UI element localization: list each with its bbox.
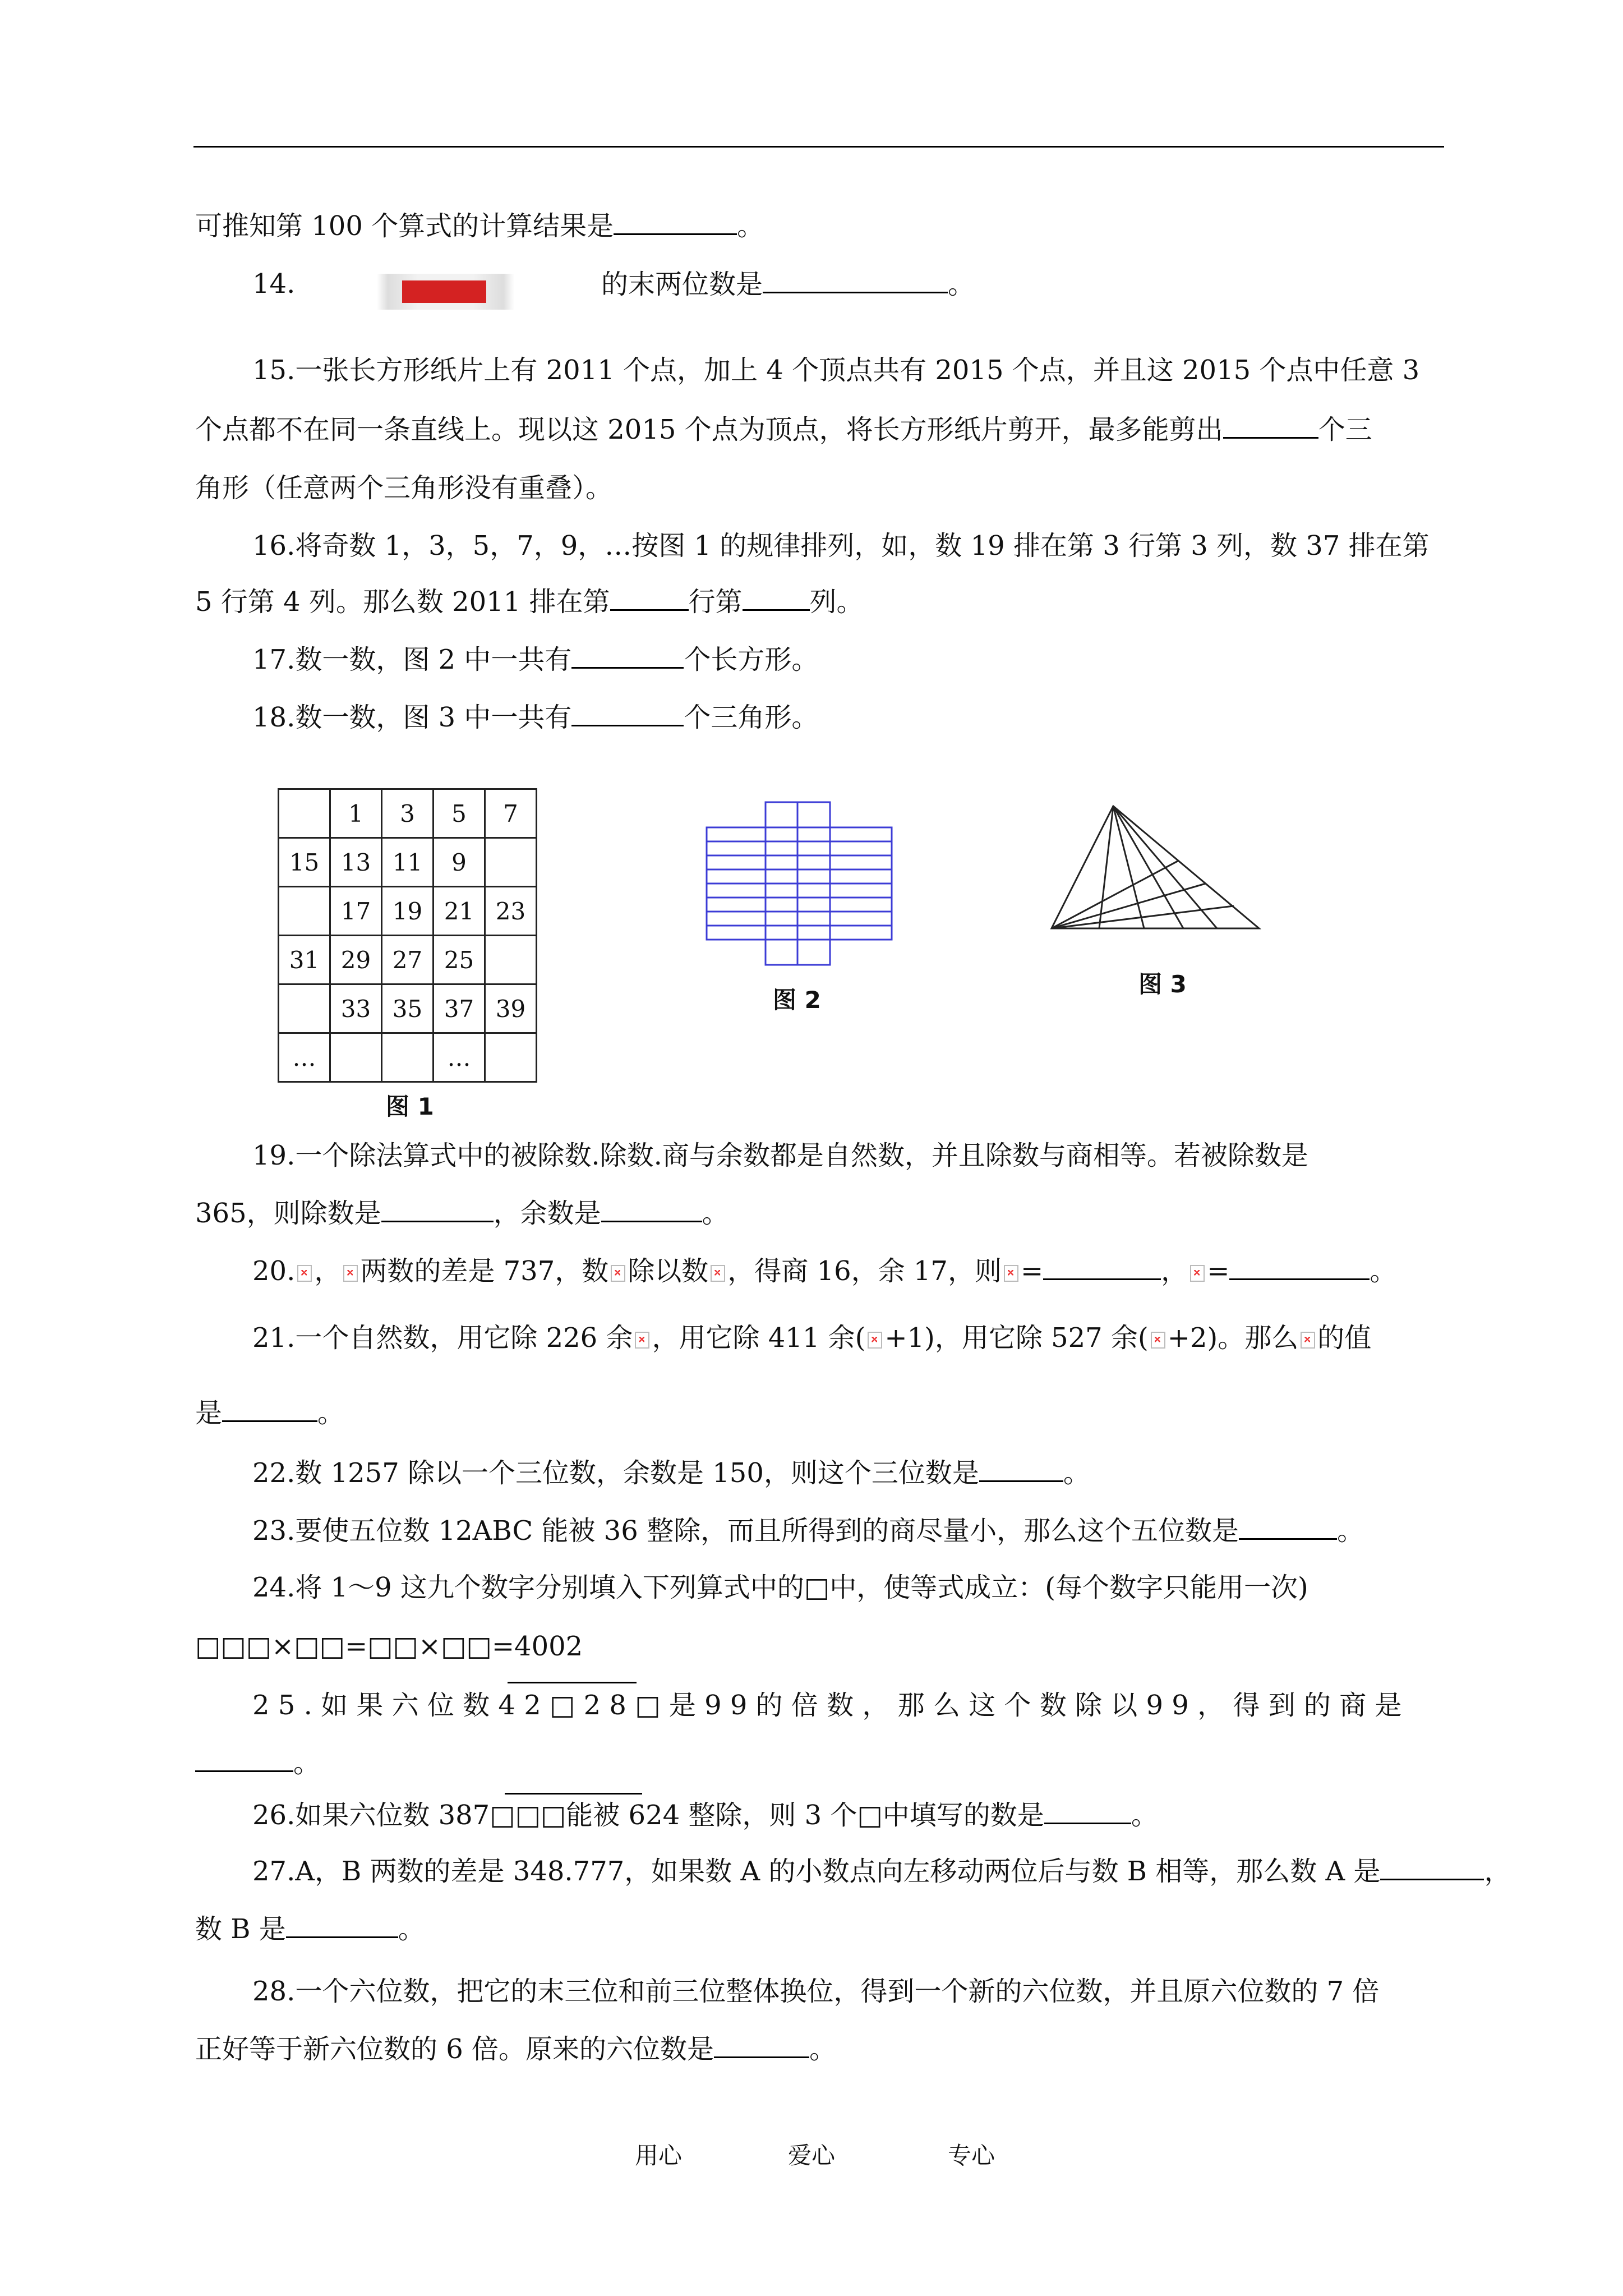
- q13-continuation: 可推知第 100 个算式的计算结果是 。: [195, 209, 764, 243]
- q19-line2: 365，则除数是 ，余数是 。: [195, 1196, 729, 1230]
- q27-line2: 数 B 是 。: [195, 1912, 425, 1946]
- table-cell: 7: [485, 789, 537, 838]
- broken-image-icon: [343, 1265, 358, 1282]
- table-cell: 11: [382, 838, 434, 887]
- table-cell: [485, 1033, 537, 1082]
- q15-line2: 个点都不在同一条直线上。现以这 2015 个点为顶点，将长方形纸片剪开，最多能剪出 个三: [195, 412, 1372, 447]
- answer-blank: [1239, 1513, 1337, 1540]
- table-cell: [485, 936, 537, 984]
- broken-image-icon: [611, 1265, 625, 1282]
- q21-line1: 21.一个自然数，用它除 226 余 ，用它除 411 余( +1)，用它除 527 余( +2)。那么 的值: [252, 1322, 1372, 1354]
- table-cell: 27: [382, 936, 434, 984]
- q27-line1: 27.A，B 两数的差是 348.777，如果数 A 的小数点向左移动两位后与数 B 相等，那么数 A 是 ，: [252, 1854, 1511, 1888]
- q18: 18.数一数，图 3 中一共有 个三角形。: [252, 700, 818, 734]
- q17: 17.数一数，图 2 中一共有 个长方形。: [252, 642, 818, 677]
- table-cell: …: [279, 1033, 330, 1082]
- table-cell: [279, 887, 330, 936]
- answer-blank: [601, 1196, 702, 1222]
- q20: 20. ， 两数的差是 737，数 除以数 ，得商 16，余 17，则 = ， = 。: [252, 1254, 1396, 1288]
- broken-image-icon: [377, 274, 514, 310]
- table-row: [279, 1033, 537, 1082]
- table-row: [279, 789, 537, 838]
- q25-line1: 2 5 . 如 果 六 位 数 4 2 □ 2 8 □ 是 9 9 的 倍 数 ， 那 么 这 个 数 除 以 9 9 ， 得 到 的 商 是: [252, 1690, 1402, 1721]
- figure2-caption: 图 2: [773, 986, 821, 1014]
- broken-image-icon: [1151, 1332, 1165, 1349]
- table-cell: [330, 1033, 382, 1082]
- table-cell: 37: [434, 984, 485, 1033]
- q14-text: 的末两位数是 。: [601, 267, 975, 301]
- table-row: [279, 936, 537, 984]
- table-row: [279, 838, 537, 887]
- table-cell: 3: [382, 789, 434, 838]
- answer-blank: [714, 2032, 809, 2058]
- answer-blank: [1380, 1854, 1484, 1880]
- number-overline: [505, 1793, 642, 1795]
- q21-line2: 是 。: [195, 1396, 344, 1430]
- table-cell: [279, 984, 330, 1033]
- table-cell: 23: [485, 887, 537, 936]
- q19-line1: 19.一个除法算式中的被除数.除数.商与余数都是自然数，并且除数与商相等。若被除数是: [252, 1140, 1308, 1171]
- table-cell: 31: [279, 936, 330, 984]
- q28-line2: 正好等于新六位数的 6 倍。原来的六位数是 。: [195, 2032, 836, 2066]
- table-cell: 21: [434, 887, 485, 936]
- q24-line1: 24.将 1～9 这九个数字分别填入下列算式中的□中，使等式成立：(每个数字只能用一次): [252, 1572, 1308, 1603]
- table-cell: 19: [382, 887, 434, 936]
- broken-image-icon: [635, 1332, 649, 1349]
- table-cell: 9: [434, 838, 485, 887]
- q16-line1: 16.将奇数 1，3，5，7，9，…按图 1 的规律排列，如，数 19 排在第 3 行第 3 列，数 37 排在第: [252, 530, 1430, 562]
- q26: 26.如果六位数 387□□□能被 624 整除，则 3 个□中填写的数是 。: [252, 1798, 1158, 1832]
- q22: 22.数 1257 除以一个三位数，余数是 150，则这个三位数是 。: [252, 1456, 1090, 1490]
- broken-image-icon: [868, 1332, 882, 1349]
- table-cell: [279, 789, 330, 838]
- table-cell: 1: [330, 789, 382, 838]
- table-row: [279, 984, 537, 1033]
- q15-line3: 角形（任意两个三角形没有重叠）。: [195, 472, 613, 504]
- table-cell: 13: [330, 838, 382, 887]
- footer-text-1: 用心: [635, 2142, 683, 2169]
- answer-blank: [979, 1456, 1063, 1482]
- answer-blank: [571, 700, 684, 726]
- broken-image-icon: [1301, 1332, 1315, 1349]
- broken-image-icon: [1004, 1265, 1018, 1282]
- broken-image-icon: [297, 1265, 312, 1282]
- table-cell: 17: [330, 887, 382, 936]
- broken-image-icon: [1190, 1265, 1205, 1282]
- figure1-caption: 图 1: [386, 1093, 434, 1120]
- answer-blank: [763, 267, 948, 293]
- figure3-triangles: [1049, 799, 1262, 934]
- q28-line1: 28.一个六位数，把它的末三位和前三位整体换位，得到一个新的六位数，并且原六位数的 7 倍: [252, 1976, 1380, 2007]
- number-overline: [508, 1682, 637, 1683]
- answer-blank: [743, 585, 810, 611]
- figure3-caption: 图 3: [1138, 970, 1187, 998]
- answer-blank: [1223, 412, 1318, 439]
- table-cell: [485, 838, 537, 887]
- q14-number: 14.: [252, 268, 296, 300]
- q25-line2: 。: [195, 1746, 320, 1780]
- q15-line1: 15.一张长方形纸片上有 2011 个点，加上 4 个顶点共有 2015 个点，并且这 2015 个点中任意 3: [252, 355, 1420, 386]
- answer-blank: [1229, 1254, 1370, 1280]
- table-cell: [382, 1033, 434, 1082]
- answer-blank: [571, 642, 684, 669]
- answer-blank: [1043, 1254, 1161, 1280]
- table-cell: 39: [485, 984, 537, 1033]
- table-cell: 35: [382, 984, 434, 1033]
- table-cell: 29: [330, 936, 382, 984]
- answer-blank: [286, 1912, 398, 1938]
- q16-line2: 5 行第 4 列。那么数 2011 排在第 行第 列。: [195, 585, 864, 619]
- footer-text-3: 专心: [948, 2142, 995, 2169]
- table-cell: 25: [434, 936, 485, 984]
- answer-blank: [222, 1396, 317, 1422]
- table-cell: …: [434, 1033, 485, 1082]
- q23: 23.要使五位数 12ABC 能被 36 整除，而且所得到的商尽量小，那么这个五位数是 。: [252, 1513, 1364, 1548]
- broken-image-icon: [711, 1265, 725, 1282]
- figure1-table: [278, 788, 537, 1083]
- footer-text-2: 爱心: [788, 2142, 836, 2169]
- table-row: [279, 887, 537, 936]
- answer-blank: [1044, 1798, 1131, 1824]
- q24-line2: □□□×□□=□□×□□=4002: [195, 1631, 583, 1662]
- table-cell: 15: [279, 838, 330, 887]
- answer-blank: [381, 1196, 494, 1222]
- answer-blank: [614, 209, 737, 235]
- table-cell: 33: [330, 984, 382, 1033]
- answer-blank: [610, 585, 689, 611]
- figure2-rectangles: [704, 799, 895, 968]
- table-cell: 5: [434, 789, 485, 838]
- header-rule: [193, 146, 1444, 148]
- answer-blank: [195, 1746, 293, 1772]
